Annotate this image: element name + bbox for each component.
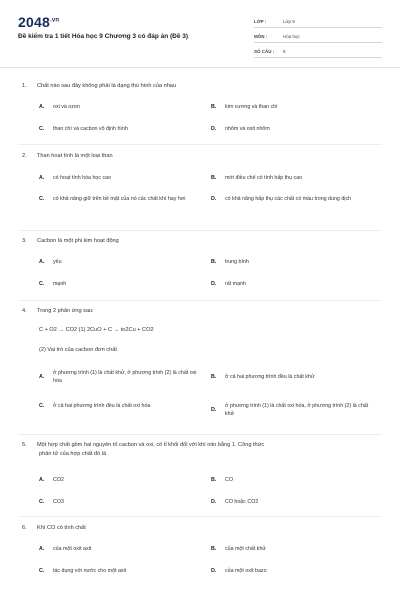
option-letter: A.: [39, 373, 45, 380]
option-letter: C.: [39, 568, 45, 574]
divider: [18, 516, 382, 517]
option-b[interactable]: [211, 546, 370, 554]
option-d[interactable]: [211, 499, 370, 507]
option-letter: B.: [211, 175, 217, 181]
meta-value: Lớp 9: [283, 19, 295, 24]
option-b[interactable]: [211, 175, 370, 183]
option-c[interactable]: [39, 403, 198, 411]
option-text: CO3: [53, 499, 64, 505]
exam-meta: [254, 13, 382, 58]
option-a[interactable]: [39, 546, 198, 554]
option-letter: C.: [39, 499, 45, 505]
divider: [18, 434, 382, 435]
option-letter: A.: [39, 546, 45, 552]
divider: [18, 144, 382, 145]
option-letter: D.: [211, 196, 217, 202]
option-text: yếu: [53, 259, 62, 265]
option-text: có khả năng hấp thụ các chất có màu trong dung dịch: [225, 196, 352, 202]
option-letter: A.: [39, 477, 45, 483]
question-number: 4.: [22, 308, 27, 314]
option-d[interactable]: [211, 403, 370, 418]
question-stem: [22, 441, 264, 449]
question-text: Cacbon là một phi kim hoạt động: [37, 238, 119, 244]
option-letter: D.: [211, 126, 217, 132]
option-d[interactable]: [211, 281, 370, 289]
option-text: ở phương trình (1) là chất khử, ở phương trình (2) là chất oxi hóa: [53, 370, 197, 384]
option-letter: A.: [39, 175, 45, 181]
option-d[interactable]: [211, 196, 370, 204]
divider: [18, 230, 382, 231]
option-d[interactable]: [211, 126, 370, 134]
question-stem: [22, 152, 113, 160]
meta-row-grade: [254, 13, 382, 28]
meta-row-count: [254, 43, 382, 58]
option-letter: D.: [211, 281, 217, 287]
option-text: ở cả hai phương trình đều là chất khử: [225, 374, 315, 380]
question-stem: [22, 82, 176, 90]
option-c[interactable]: [39, 568, 198, 576]
option-letter: C.: [39, 126, 45, 132]
option-b[interactable]: [211, 104, 370, 112]
option-a[interactable]: [39, 259, 198, 267]
option-text: CO hoặc CO2: [225, 499, 259, 505]
option-letter: B.: [211, 374, 217, 380]
question-text: Than hoạt tính là một loại than: [37, 153, 113, 159]
option-text: ở cả hai phương trình đều là chất oxi hóa: [53, 403, 151, 409]
logo-main: 2048: [18, 14, 50, 30]
question-text: Trong 2 phản ứng sau:: [37, 308, 94, 314]
option-letter: C.: [39, 196, 45, 202]
option-letter: D.: [211, 406, 217, 413]
option-text: trung bình: [225, 259, 249, 265]
option-text: oxi và ozon: [53, 104, 80, 110]
question-text: Khí CO có tính chất: [37, 525, 86, 531]
option-a[interactable]: [39, 477, 198, 485]
question-stem: [22, 307, 94, 315]
option-text: của một oxit axit: [53, 546, 92, 552]
option-letter: A.: [39, 259, 45, 265]
question-subtext: (2) Vai trò của cacbon đơn chất: [39, 347, 117, 353]
option-letter: D.: [211, 499, 217, 505]
meta-value: Hóa học: [283, 34, 300, 39]
question-text-continued: phân tử của hợp chất đó là: [39, 451, 107, 457]
option-a[interactable]: [39, 175, 198, 183]
option-c[interactable]: [39, 196, 198, 204]
option-c[interactable]: [39, 499, 198, 507]
option-text: kim cương và than chì: [225, 104, 278, 110]
option-text: CO2: [53, 477, 64, 483]
meta-value: 8: [283, 49, 286, 54]
option-text: CO: [225, 477, 233, 483]
option-text: của một chất khử: [225, 546, 266, 552]
option-text: than chì và cacbon vô định hình: [53, 126, 128, 132]
meta-label: SỐ CÂU :: [254, 49, 275, 54]
option-c[interactable]: [39, 126, 198, 134]
option-text: mạnh: [53, 281, 67, 287]
option-letter: C.: [39, 403, 45, 409]
meta-row-subject: [254, 28, 382, 43]
question-number: 3.: [22, 238, 27, 244]
option-text: ở phương trình (1) là chất oxi hóa, ở phương trình (2) là chất khử: [225, 403, 369, 417]
option-letter: B.: [211, 477, 217, 483]
question-number: 6.: [22, 525, 27, 531]
option-d[interactable]: [211, 568, 370, 576]
meta-label: LỚP :: [254, 19, 267, 24]
option-letter: B.: [211, 546, 217, 552]
divider: [18, 300, 382, 301]
option-a[interactable]: [39, 104, 198, 112]
option-letter: D.: [211, 568, 217, 574]
option-b[interactable]: [211, 259, 370, 267]
question-number: 2.: [22, 153, 27, 159]
option-letter: B.: [211, 259, 217, 265]
page-header: [0, 0, 400, 68]
option-letter: A.: [39, 104, 45, 110]
option-letter: C.: [39, 281, 45, 287]
reaction-equation: C + O2 → CO2 (1) 2CuO + C → to2Cu + CO2: [39, 327, 154, 333]
option-b[interactable]: [211, 477, 370, 485]
option-text: rất mạnh: [225, 281, 246, 287]
option-text: có hoạt tính hóa học cao: [53, 175, 112, 181]
question-text: Chất nào sau đây không phải là dạng thù hình của nhau: [37, 83, 177, 89]
option-text: mới điều chế có tính hấp thụ cao: [225, 175, 303, 181]
meta-label: MÔN :: [254, 34, 268, 39]
logo-tld: .vn: [49, 17, 60, 24]
option-b[interactable]: [211, 374, 370, 382]
question-stem: [22, 524, 86, 532]
option-text: có khả năng giữ trên bề mặt của nó các chất khí hay hơi: [53, 196, 186, 202]
option-text: nhôm và oxit nhôm: [225, 126, 270, 132]
page-title: Đề kiểm tra 1 tiết Hóa học 9 Chương 3 có đáp án (Đề 3): [18, 33, 189, 40]
option-c[interactable]: [39, 281, 198, 289]
option-letter: B.: [211, 104, 217, 110]
option-a[interactable]: [39, 370, 198, 385]
option-text: tác dụng với nước cho một axit: [53, 568, 127, 574]
question-number: 5.: [22, 442, 27, 448]
site-logo[interactable]: [18, 14, 59, 30]
question-text: Một hợp chất gồm hai nguyên tố cacbon và oxi, có tỉ khối đối với khí nito bằng 1. Công thức: [37, 442, 265, 448]
question-number: 1.: [22, 83, 27, 89]
option-text: của một oxit bazo: [225, 568, 267, 574]
question-stem: [22, 237, 119, 245]
